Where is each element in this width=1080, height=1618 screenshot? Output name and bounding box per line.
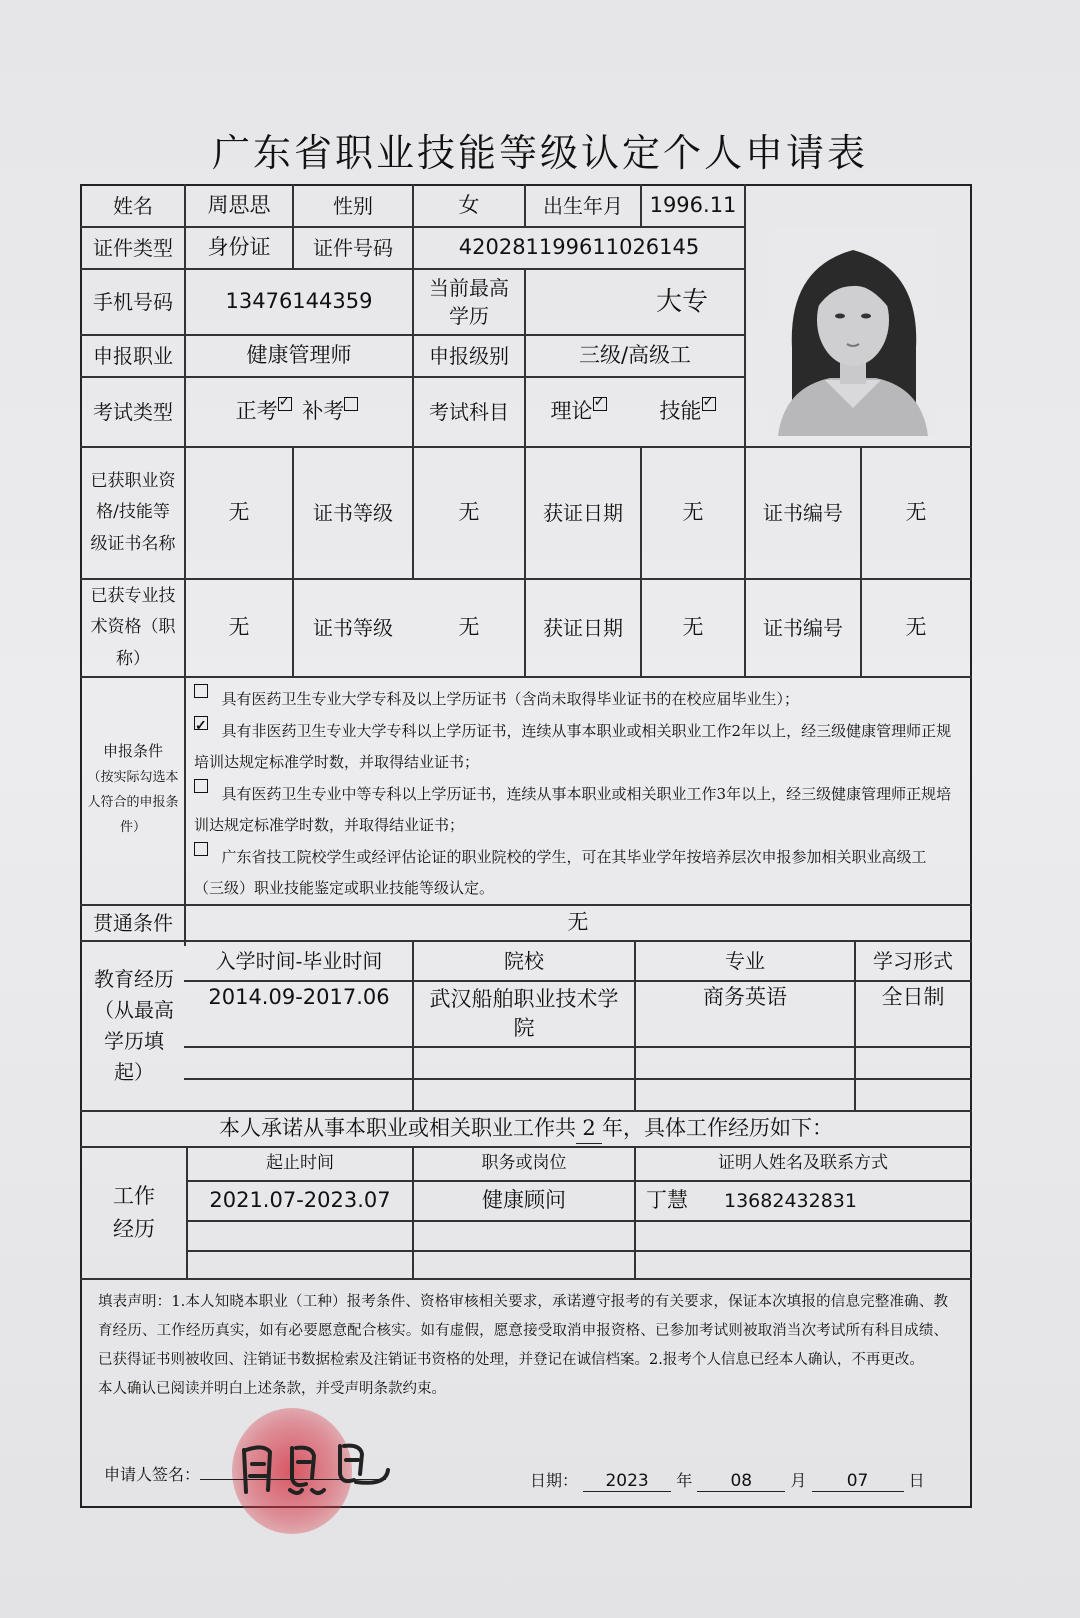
through-value: 无 (567, 910, 589, 935)
work-post: 健康顾问 (482, 1188, 566, 1213)
condition-item[interactable]: ✓ 具有非医药卫生专业大学专科以上学历证书，连续从事本职业或相关职业工作2年以上，经三级健康管理师正规培训达规定标准学时数，并取得结业证书； (194, 716, 956, 779)
idtype-value: 身份证 (207, 235, 271, 260)
subject-label: 考试科目 (429, 400, 509, 424)
sign-day[interactable]: 07 (812, 1471, 904, 1492)
work-witness (636, 1182, 970, 1220)
professional-title-label: 已获专业技术资格（职称） (90, 585, 176, 669)
education-label: 教育经历（从最高学历填起） (94, 967, 174, 1084)
declaration-text: 填表声明：1.本人知晓本职业（工种）报考条件、资格审核相关要求，承诺遵守报考的有关要求，保证本次填报的信息完整准确、教育经历、工作经历真实，如有必要愿意配合核实。如有虚假，愿意接受取消申报资格、已参加考试则被取消当次考试所有科目成绩、已获得证书则被收回、注销证书数据检索及注销证书资格的处理，并登记在诚信档案。2.报考个人信息已经本人确认，不再更改。 (98, 1294, 948, 1368)
witness-phone: 13682432831 (724, 1189, 857, 1212)
professional-grade-label: 证书等级 (313, 616, 393, 640)
condition-checkbox[interactable] (194, 779, 208, 793)
vocational-cert-label: 已获职业资格/技能等级证书名称 (90, 470, 176, 554)
work-period: 2021.07-2023.07 (209, 1188, 391, 1213)
idno-value: 420281199611026145 (458, 235, 700, 260)
examtype-label: 考试类型 (93, 400, 173, 424)
gender-value: 女 (458, 193, 480, 218)
vocational-grade-value: 无 (458, 500, 480, 525)
condition-item[interactable]: 具有医药卫生专业大学专科及以上学历证书（含尚未取得毕业证书的在校应届毕业生）； (194, 684, 956, 716)
option-theory[interactable]: 理论✓ (551, 397, 611, 426)
form-title: 广东省职业技能等级认定个人申请表 (211, 131, 868, 175)
work-promise: 本人承诺从事本职业或相关职业工作共 2 年，具体工作经历如下： (82, 1112, 970, 1146)
checkbox-theory-checked[interactable] (593, 397, 607, 411)
condition-checkbox[interactable] (194, 842, 208, 856)
vocational-date-label: 获证日期 (543, 501, 623, 525)
idno-label: 证件号码 (313, 236, 393, 260)
conditions-label-cell (86, 678, 180, 904)
edu-label: 当前最高学历 (429, 276, 509, 328)
gender-label: 性别 (333, 194, 373, 218)
checkbox-makeup[interactable] (344, 397, 358, 411)
option-regular[interactable]: 正考✓ (236, 397, 296, 426)
sign-month[interactable]: 08 (697, 1471, 785, 1492)
professional-date-value: 无 (682, 615, 704, 640)
professional-no-value: 无 (905, 615, 927, 640)
work-years: 2 (576, 1114, 602, 1144)
option-skill[interactable]: 技能✓ (660, 397, 720, 426)
witness-name: 丁慧 (646, 1188, 688, 1213)
edu-header-mode: 学习形式 (873, 949, 953, 973)
declaration-confirm: 本人确认已阅读并明白上述条款，并受声明条款约束。 (98, 1381, 446, 1397)
edu-header-school: 院校 (504, 949, 544, 973)
idtype-label: 证件类型 (93, 236, 173, 260)
professional-grade-value: 无 (458, 615, 480, 640)
edu-header-major: 专业 (725, 949, 765, 973)
birth-value: 1996.11 (649, 193, 737, 218)
level-label: 申报级别 (429, 344, 509, 368)
conditions-sublabel: （按实际勾选本人符合的申报条件） (87, 770, 179, 835)
subject-options (526, 378, 744, 446)
professional-title-name: 无 (228, 615, 250, 640)
level-value: 三级/高级工 (578, 343, 692, 368)
conditions-list (194, 684, 956, 905)
professional-date-label: 获证日期 (543, 616, 623, 640)
name-value: 周思思 (207, 193, 271, 218)
edu-major: 商务英语 (703, 985, 787, 1010)
handwritten-signature (236, 1430, 406, 1500)
job-label: 申报职业 (93, 344, 173, 368)
vocational-cert-name: 无 (228, 500, 250, 525)
edu-school: 武汉船舶职业技术学院 (429, 986, 619, 1040)
vocational-no-label: 证书编号 (763, 501, 843, 525)
through-label: 贯通条件 (93, 911, 173, 935)
signature-label: 申请人签名： (104, 1465, 201, 1484)
work-header-witness: 证明人姓名及联系方式 (718, 1153, 888, 1174)
work-header-period: 起止时间 (266, 1153, 334, 1174)
declaration (98, 1288, 948, 1404)
vocational-no-value: 无 (905, 500, 927, 525)
condition-item[interactable]: 广东省技工院校学生或经评估论证的职业院校的学生，可在其毕业学年按培养层次申报参加相关职业高级工（三级）职业技能鉴定或职业技能等级认定。 (194, 842, 956, 905)
condition-item[interactable]: 具有医药卫生专业中等专科以上学历证书，连续从事本职业或相关职业工作3年以上，经三级健康管理师正规培训达规定标准学时数，并取得结业证书； (194, 779, 956, 842)
condition-checkbox-checked[interactable] (194, 716, 208, 730)
work-header-post: 职务或岗位 (481, 1153, 567, 1174)
job-value: 健康管理师 (246, 343, 352, 368)
option-makeup[interactable]: 补考 (302, 397, 362, 426)
examtype-options (186, 378, 412, 446)
date-line: 日期： 2023 年 08 月 07 日 (530, 1471, 925, 1491)
condition-checkbox[interactable] (194, 684, 208, 698)
birth-label: 出生年月 (543, 194, 623, 218)
professional-no-label: 证书编号 (763, 616, 843, 640)
sign-year[interactable]: 2023 (583, 1471, 671, 1492)
edu-value: 大专 (655, 286, 708, 317)
checkbox-regular-checked[interactable] (278, 397, 292, 411)
edu-header-period: 入学时间-毕业时间 (215, 949, 383, 973)
vocational-date-value: 无 (682, 500, 704, 525)
checkbox-skill-checked[interactable] (702, 397, 716, 411)
edu-mode: 全日制 (881, 985, 945, 1010)
edu-period: 2014.09-2017.06 (208, 985, 390, 1010)
phone-value: 13476144359 (225, 289, 373, 314)
phone-label: 手机号码 (93, 290, 173, 314)
conditions-label: 申报条件 (102, 742, 163, 761)
vocational-grade-label: 证书等级 (313, 501, 393, 525)
name-label: 姓名 (113, 194, 153, 218)
work-label: 工作经历 (113, 1184, 155, 1241)
date-label: 日期： (530, 1471, 579, 1490)
